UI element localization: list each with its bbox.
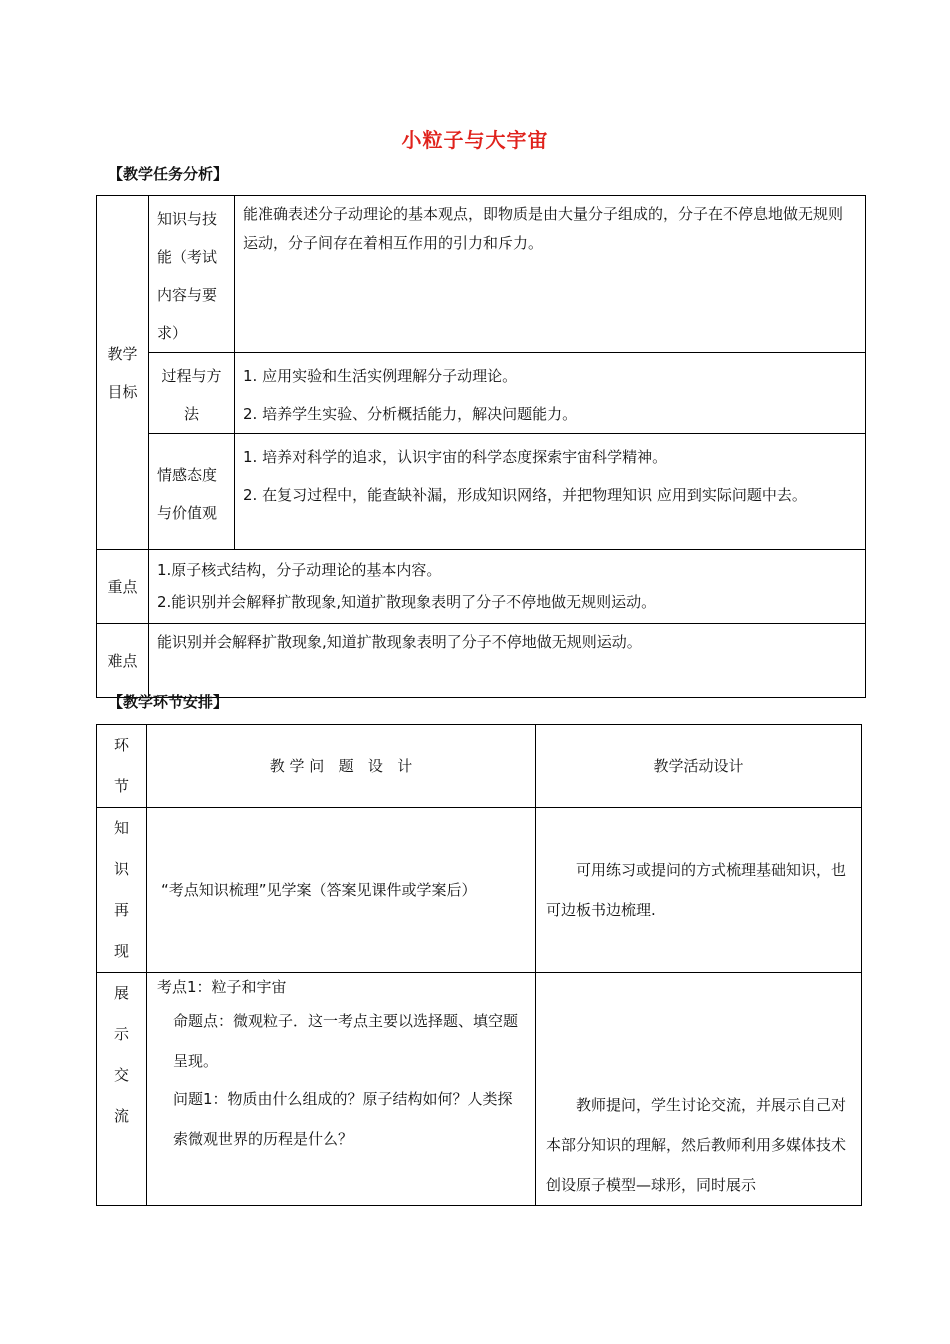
section-label-task-analysis: 【教学任务分析】 xyxy=(108,165,229,183)
key-points-label: 重点 xyxy=(97,550,149,624)
stage-presentation: 展 示 交 流 xyxy=(97,973,147,1206)
list-item: 1. 培养对科学的追求，认识宇宙的科学态度探索宇宙科学精神。 xyxy=(243,448,668,466)
objectives-group-label: 教学目标 xyxy=(97,196,149,550)
process-content xyxy=(235,353,866,434)
attitude-label: 情感态度与价值观 xyxy=(149,434,235,550)
key-points-content xyxy=(149,550,866,624)
page-title: 小粒子与大宇宙 xyxy=(401,128,549,152)
difficulty-content: 能识别并会解释扩散现象,知道扩散现象表明了分子不停地做无规则运动。 xyxy=(149,624,866,698)
objectives-table xyxy=(96,195,866,698)
arrangement-table xyxy=(96,724,862,1206)
knowledge-label: 知识与技能（考试内容与要求） xyxy=(149,196,235,353)
question-knowledge-review: “考点知识梳理”见学案（答案见课件或学案后） xyxy=(147,808,536,973)
list-item: 1. 应用实验和生活实例理解分子动理论。 xyxy=(243,367,518,385)
attitude-content xyxy=(235,434,866,550)
process-label: 过程与方法 xyxy=(149,353,235,434)
section-label-arrangement: 【教学环节安排】 xyxy=(108,693,229,711)
activity-presentation: 教师提问，学生讨论交流，并展示自己对本部分知识的理解，然后教师利用多媒体技术创设原子模型—球形，同时展示 xyxy=(536,973,862,1206)
stage-knowledge-review: 知 识 再 现 xyxy=(97,808,147,973)
list-item: 2. 在复习过程中，能查缺补漏，形成知识网络，并把物理知识 应用到实际问题中去。 xyxy=(243,486,807,504)
list-item: 2. 培养学生实验、分析概括能力，解决问题能力。 xyxy=(243,405,578,423)
header-activity: 教学活动设计 xyxy=(536,725,862,808)
header-question: 教 学 问 题 设 计 xyxy=(147,725,536,808)
list-item: 1.原子核式结构，分子动理论的基本内容。 xyxy=(157,561,442,579)
knowledge-content: 能准确表述分子动理论的基本观点，即物质是由大量分子组成的，分子在不停息地做无规则运动，分子间存在着相互作用的引力和斥力。 xyxy=(235,196,866,353)
question-presentation: 考点1：粒子和宇宙 命题点：微观粒子．这一考点主要以选择题、填空题呈现。 问题1：物质由什么组成的？原子结构如何？人类探索微观世界的历程是什么？ xyxy=(147,973,536,1206)
difficulty-label: 难点 xyxy=(97,624,149,698)
list-item: 2.能识别并会解释扩散现象,知道扩散现象表明了分子不停地做无规则运动。 xyxy=(157,593,657,611)
activity-knowledge-review: 可用练习或提问的方式梳理基础知识，也可边板书边梳理. xyxy=(536,808,862,973)
header-stage: 环 节 xyxy=(97,725,147,808)
